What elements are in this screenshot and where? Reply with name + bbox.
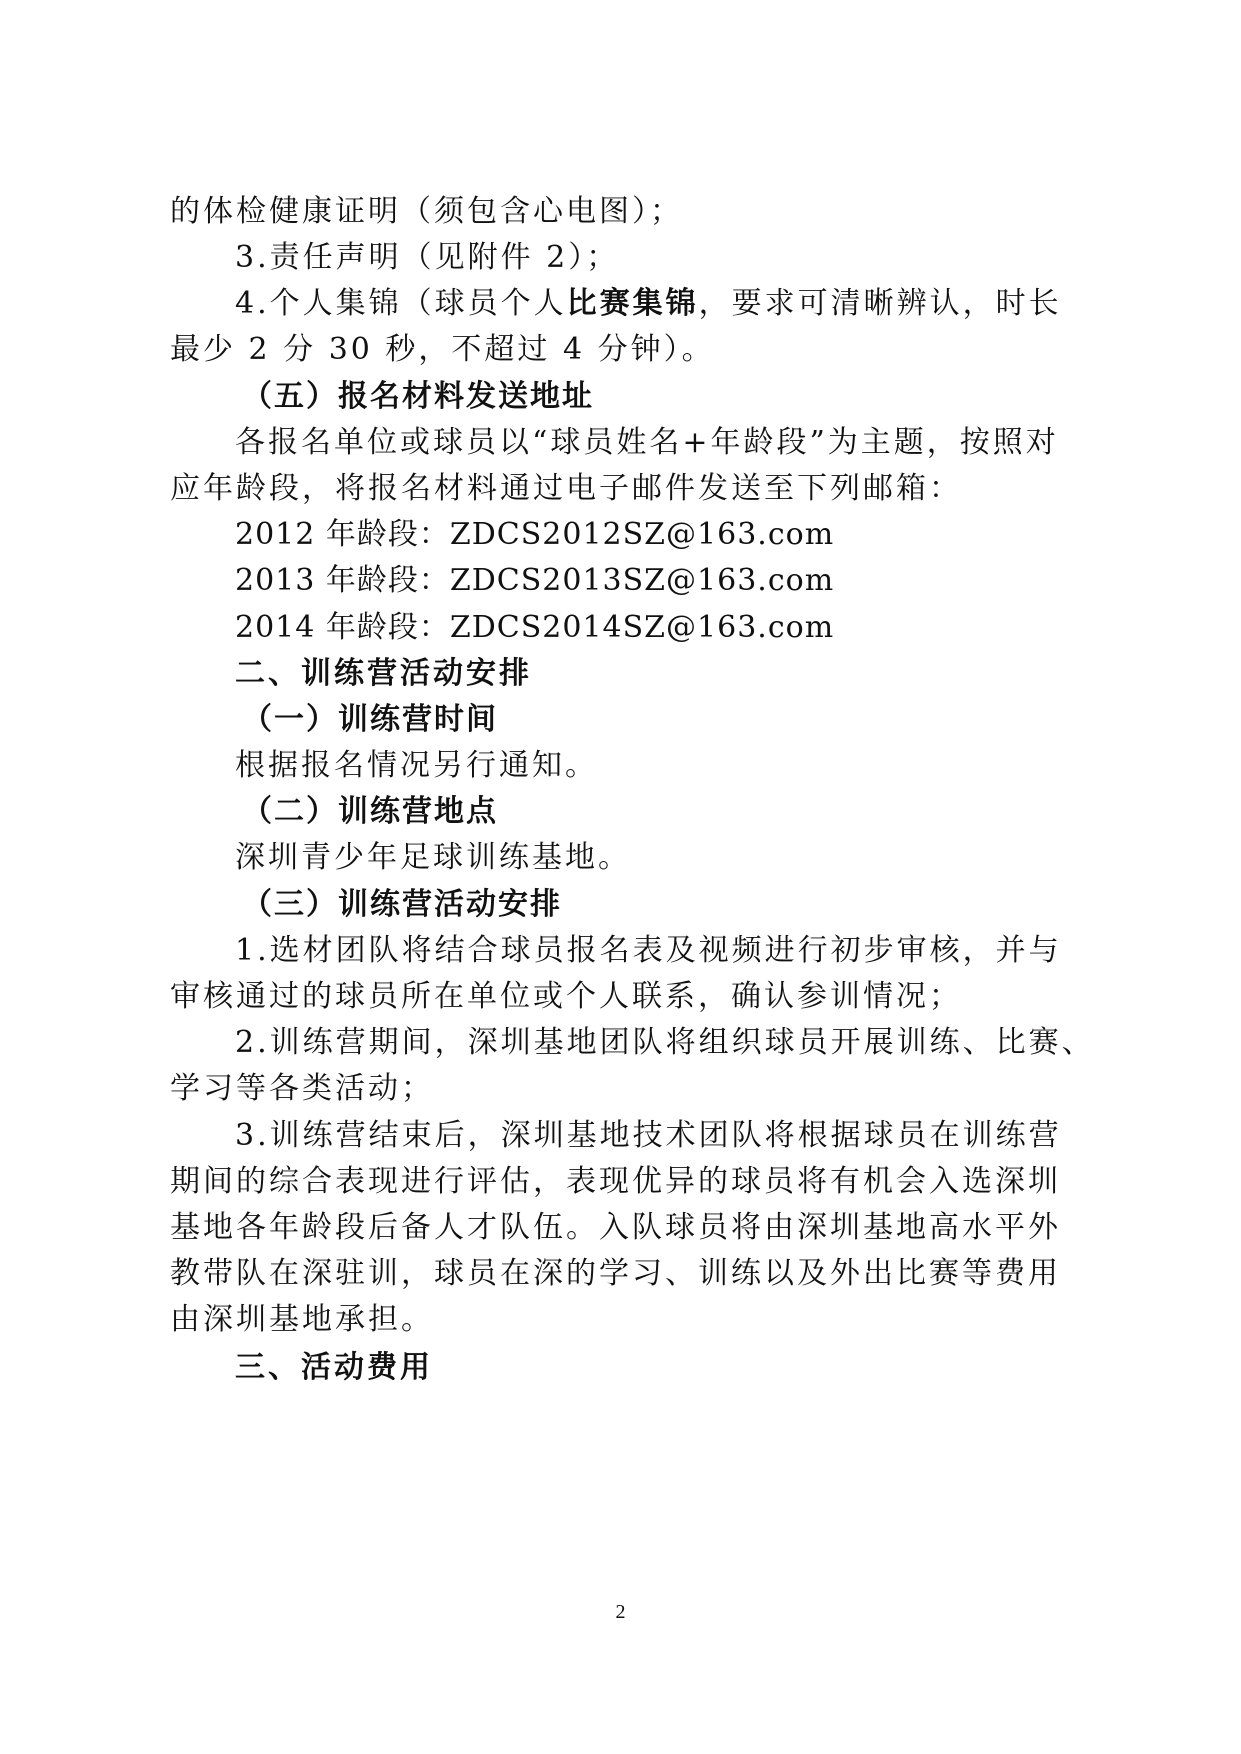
email-line-2012: 2012 年龄段：ZDCS2012SZ@163.com [235,517,835,552]
subheading-5: （五）报名材料发送地址 [242,379,594,414]
subheading-2: （二）训练营地点 [242,794,498,829]
subheading-1: （一）训练营时间 [242,702,498,737]
paragraph-line: 基地各年龄段后备人才队伍。入队球员将由深圳基地高水平外 [170,1210,1061,1245]
list-item-4-text-a: 4.个人集锦（球员个人 [235,286,567,321]
paragraph-line: 根据报名情况另行通知。 [235,748,598,783]
page-number: 2 [615,1601,626,1623]
paragraph-line: 期间的综合表现进行评估，表现优异的球员将有机会入选深圳 [170,1164,1061,1199]
paragraph-line: 学习等各类活动； [170,1071,434,1106]
section-heading-2: 二、训练营活动安排 [235,656,532,691]
list-item-3b: 3.训练营结束后，深圳基地技术团队将根据球员在训练营 [235,1118,1062,1153]
paragraph-line: 应年龄段，将报名材料通过电子邮件发送至下列邮箱： [170,471,962,506]
paragraph-line: 由深圳基地承担。 [170,1302,434,1337]
paragraph-line: 最少 2 分 30 秒，不超过 4 分钟）。 [170,332,715,367]
list-item-4 [235,284,1155,324]
paragraph-line: 教带队在深驻训，球员在深的学习、训练以及外出比赛等费用 [170,1256,1061,1291]
list-item-4-text-b: ，要求可清晰辨认，时长 [698,286,1062,321]
email-line-2014: 2014 年龄段：ZDCS2014SZ@163.com [235,610,835,645]
paragraph-line: 的体检健康证明（须包含心电图）； [170,194,683,229]
section-heading-3: 三、活动费用 [235,1350,433,1385]
subheading-3: （三）训练营活动安排 [242,887,562,922]
list-item-4-bold-text: 比赛集锦 [566,286,699,321]
list-item-2: 2.训练营期间，深圳基地团队将组织球员开展训练、比赛、 [235,1025,1095,1060]
email-line-2013: 2013 年龄段：ZDCS2013SZ@163.com [235,563,835,598]
paragraph-line: 深圳青少年足球训练基地。 [235,840,631,875]
paragraph-line: 审核通过的球员所在单位或个人联系，确认参训情况； [170,979,962,1014]
list-item-1: 1.选材团队将结合球员报名表及视频进行初步审核，并与 [235,933,1062,968]
list-item-3: 3.责任声明（见附件 2）； [235,240,620,275]
paragraph-line: 各报名单位或球员以“球员姓名+年龄段”为主题，按照对 [235,425,1059,460]
